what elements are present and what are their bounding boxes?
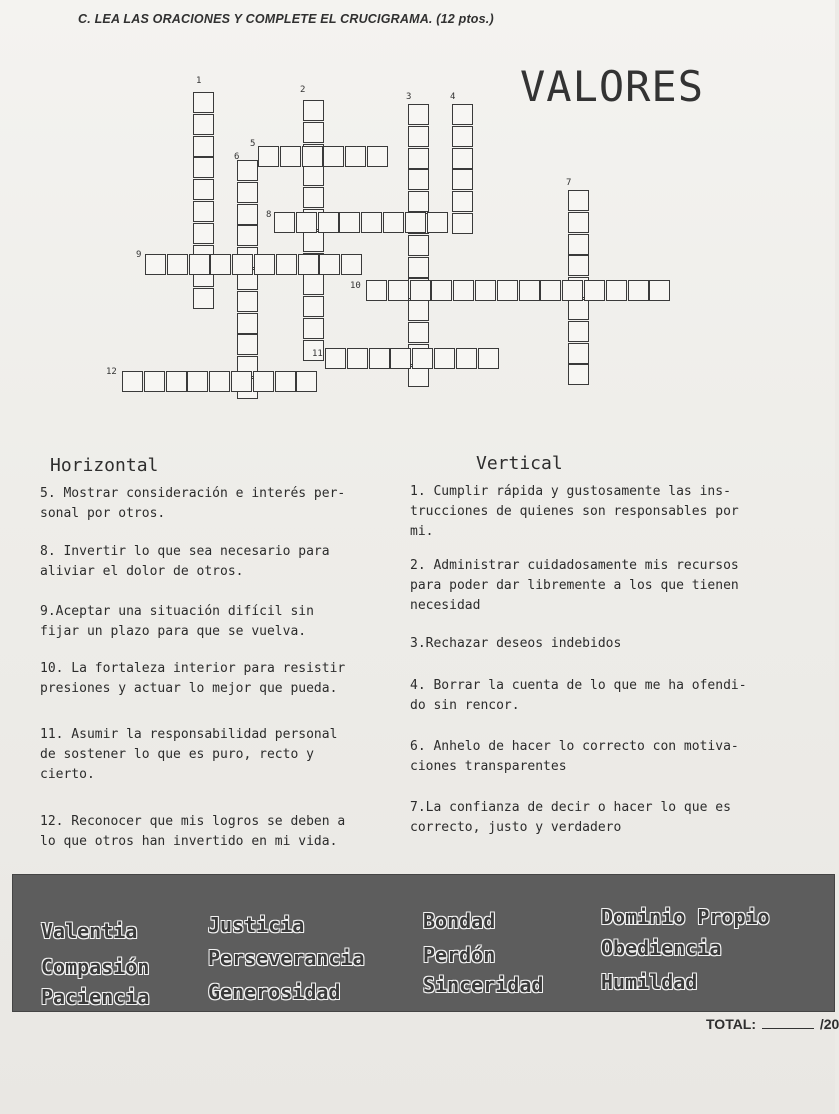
crossword-cell[interactable] xyxy=(209,371,230,392)
crossword-cell[interactable] xyxy=(237,313,258,334)
crossword-cell[interactable] xyxy=(280,146,301,167)
clue-number-label: 12 xyxy=(106,367,117,377)
crossword-cell[interactable] xyxy=(237,160,258,181)
crossword-cell[interactable] xyxy=(237,291,258,312)
crossword-cell[interactable] xyxy=(276,254,297,275)
crossword-cell[interactable] xyxy=(452,169,473,190)
clue-number-label: 6 xyxy=(234,152,240,162)
crossword-cell[interactable] xyxy=(408,257,429,278)
crossword-cell[interactable] xyxy=(345,146,366,167)
crossword-cell[interactable] xyxy=(187,371,208,392)
clue-number-label: 3 xyxy=(406,92,412,102)
crossword-cell[interactable] xyxy=(122,371,143,392)
crossword-cell[interactable] xyxy=(478,348,499,369)
crossword-cell[interactable] xyxy=(231,371,252,392)
word-bank-item: Valentia xyxy=(41,919,138,943)
clue-horizontal-11: 11. Asumir la responsabilidad personal de sostener lo que es puro, recto y cierto. xyxy=(40,727,338,782)
crossword-cell[interactable] xyxy=(303,296,324,317)
word-bank-item: Perseverancia xyxy=(208,946,365,970)
crossword-cell[interactable] xyxy=(568,321,589,342)
clue-vertical-3: 3.Rechazar deseos indebidos xyxy=(410,636,622,651)
crossword-cell[interactable] xyxy=(405,212,426,233)
total-label: TOTAL: xyxy=(706,1016,757,1032)
word-bank-item: Obediencia xyxy=(601,936,722,960)
crossword-cell[interactable] xyxy=(408,148,429,169)
crossword-cell[interactable] xyxy=(369,348,390,369)
crossword-cell[interactable] xyxy=(275,371,296,392)
total-blank[interactable] xyxy=(762,1028,814,1029)
clue-horizontal-5: 5. Mostrar consideración e interés per- sonal por otros. xyxy=(40,486,346,521)
crossword-cell[interactable] xyxy=(237,334,258,355)
crossword-cell[interactable] xyxy=(303,122,324,143)
crossword-cell[interactable] xyxy=(568,234,589,255)
crossword-cell[interactable] xyxy=(456,348,477,369)
crossword-cell[interactable] xyxy=(318,212,339,233)
crossword-cell[interactable] xyxy=(323,146,344,167)
clue-horizontal-8: 8. Invertir lo que sea necesario para aliviar el dolor de otros. xyxy=(40,544,330,579)
word-bank-item: Justicia xyxy=(208,913,305,937)
crossword-cell[interactable] xyxy=(606,280,627,301)
crossword-cell[interactable] xyxy=(427,212,448,233)
clue-vertical-6: 6. Anhelo de hacer lo correcto con motiva- ciones transparentes xyxy=(410,739,739,774)
crossword-cell[interactable] xyxy=(339,212,360,233)
crossword-cell[interactable] xyxy=(237,225,258,246)
section-instruction: C. LEA LAS ORACIONES Y COMPLETE EL CRUCIGRAMA. (12 ptos.) xyxy=(78,12,494,26)
crossword-cell[interactable] xyxy=(408,126,429,147)
crossword-cell[interactable] xyxy=(253,371,274,392)
total-score xyxy=(706,1016,839,1032)
crossword-cell[interactable] xyxy=(408,191,429,212)
crossword-cell[interactable] xyxy=(193,92,214,113)
crossword-cell[interactable] xyxy=(347,348,368,369)
word-bank-item: Perdón xyxy=(423,943,496,967)
crossword-cell[interactable] xyxy=(366,280,387,301)
clue-horizontal-9: 9.Aceptar una situación difícil sin fijar un plazo para que se vuelva. xyxy=(40,604,314,639)
crossword-cell[interactable] xyxy=(408,104,429,125)
crossword-cell[interactable] xyxy=(475,280,496,301)
crossword-cell[interactable] xyxy=(434,348,455,369)
clue-vertical-4: 4. Borrar la cuenta de lo que me ha ofendi- do sin rencor. xyxy=(410,678,747,713)
crossword-cell[interactable] xyxy=(145,254,166,275)
crossword-cell[interactable] xyxy=(144,371,165,392)
clue-number-label: 11 xyxy=(312,349,323,359)
clue-vertical-2: 2. Administrar cuidadosamente mis recursos para poder dar libremente a los que tienen necesidad xyxy=(410,558,739,613)
crossword-cell[interactable] xyxy=(193,114,214,135)
crossword-cell[interactable] xyxy=(568,364,589,385)
clue-vertical-7: 7.La confianza de decir o hacer lo que es correcto, justo y verdadero xyxy=(410,800,731,835)
crossword-cell[interactable] xyxy=(367,146,388,167)
crossword-cell[interactable] xyxy=(584,280,605,301)
crossword-cell[interactable] xyxy=(210,254,231,275)
crossword-cell[interactable] xyxy=(408,366,429,387)
word-bank-item: Sinceridad xyxy=(423,973,544,997)
word-bank-item: Humildad xyxy=(601,970,698,994)
crossword-cell[interactable] xyxy=(568,255,589,276)
crossword-cell[interactable] xyxy=(296,212,317,233)
crossword-cell[interactable] xyxy=(628,280,649,301)
crossword-cell[interactable] xyxy=(341,254,362,275)
clue-number-label: 5 xyxy=(250,139,256,149)
clue-vertical-1: 1. Cumplir rápida y gustosamente las ins- trucciones de quienes son responsables por mi. xyxy=(410,484,739,539)
word-bank-item: Compasión xyxy=(41,955,150,979)
crossword-cell[interactable] xyxy=(189,254,210,275)
crossword-cell[interactable] xyxy=(390,348,411,369)
horizontal-heading: Horizontal xyxy=(50,455,159,476)
crossword-cell[interactable] xyxy=(166,371,187,392)
crossword-cell[interactable] xyxy=(193,136,214,157)
crossword-cell[interactable] xyxy=(325,348,346,369)
total-max: /20 xyxy=(819,1016,839,1032)
word-bank-item: Paciencia xyxy=(41,985,150,1009)
crossword-cell[interactable] xyxy=(302,146,323,167)
crossword-cell[interactable] xyxy=(319,254,340,275)
clue-number-label: 9 xyxy=(136,250,142,260)
crossword-cell[interactable] xyxy=(303,100,324,121)
crossword-cell[interactable] xyxy=(540,280,561,301)
crossword-cell[interactable] xyxy=(383,212,404,233)
clue-number-label: 8 xyxy=(266,210,272,220)
crossword-cell[interactable] xyxy=(497,280,518,301)
clue-number-label: 1 xyxy=(196,76,202,86)
word-bank-item: Bondad xyxy=(423,909,496,933)
crossword-cell[interactable] xyxy=(388,280,409,301)
clue-number-label: 10 xyxy=(350,281,361,291)
crossword-cell[interactable] xyxy=(452,126,473,147)
clue-horizontal-12: 12. Reconocer que mis logros se deben a lo que otros han invertido en mi vida. xyxy=(40,814,346,849)
crossword-cell[interactable] xyxy=(431,280,452,301)
crossword-cell[interactable] xyxy=(237,204,258,225)
crossword-cell[interactable] xyxy=(232,254,253,275)
crossword-cell[interactable] xyxy=(193,157,214,178)
crossword-cell[interactable] xyxy=(452,148,473,169)
crossword-cell[interactable] xyxy=(193,179,214,200)
crossword-cell[interactable] xyxy=(568,212,589,233)
clue-number-label: 4 xyxy=(450,92,456,102)
clue-number-label: 7 xyxy=(566,178,572,188)
crossword-cell[interactable] xyxy=(274,212,295,233)
clue-number-label: 2 xyxy=(300,85,306,95)
crossword-cell[interactable] xyxy=(519,280,540,301)
crossword-cell[interactable] xyxy=(361,212,382,233)
crossword-cell[interactable] xyxy=(562,280,583,301)
crossword-cell[interactable] xyxy=(303,274,324,295)
crossword-cell[interactable] xyxy=(452,104,473,125)
crossword-cell[interactable] xyxy=(408,322,429,343)
crossword-cell[interactable] xyxy=(568,190,589,211)
crossword-cell[interactable] xyxy=(412,348,433,369)
crossword-cell[interactable] xyxy=(452,213,473,234)
crossword-cell[interactable] xyxy=(453,280,474,301)
vertical-heading: Vertical xyxy=(476,453,563,474)
word-bank xyxy=(12,874,835,1012)
crossword-cell[interactable] xyxy=(568,343,589,364)
crossword-cell[interactable] xyxy=(408,235,429,256)
word-bank-item: Generosidad xyxy=(208,980,341,1004)
clue-horizontal-10: 10. La fortaleza interior para resistir presiones y actuar lo mejor que pueda. xyxy=(40,661,346,696)
crossword-cell[interactable] xyxy=(237,182,258,203)
word-bank-item: Dominio Propio xyxy=(601,905,770,929)
crossword-cell[interactable] xyxy=(410,280,431,301)
crossword-cell[interactable] xyxy=(303,165,324,186)
crossword-cell[interactable] xyxy=(568,299,589,320)
crossword-cell[interactable] xyxy=(167,254,188,275)
crossword-cell[interactable] xyxy=(254,254,275,275)
crossword-cell[interactable] xyxy=(193,223,214,244)
crossword-cell[interactable] xyxy=(649,280,670,301)
crossword-title: VALORES xyxy=(520,62,705,111)
crossword-cell[interactable] xyxy=(408,169,429,190)
crossword-cell[interactable] xyxy=(193,201,214,222)
crossword-cell[interactable] xyxy=(298,254,319,275)
crossword-cell[interactable] xyxy=(303,318,324,339)
crossword-cell[interactable] xyxy=(303,187,324,208)
crossword-cell[interactable] xyxy=(193,288,214,309)
crossword-cell[interactable] xyxy=(452,191,473,212)
crossword-cell[interactable] xyxy=(258,146,279,167)
crossword-cell[interactable] xyxy=(408,300,429,321)
crossword-cell[interactable] xyxy=(296,371,317,392)
crossword-cell[interactable] xyxy=(303,231,324,252)
